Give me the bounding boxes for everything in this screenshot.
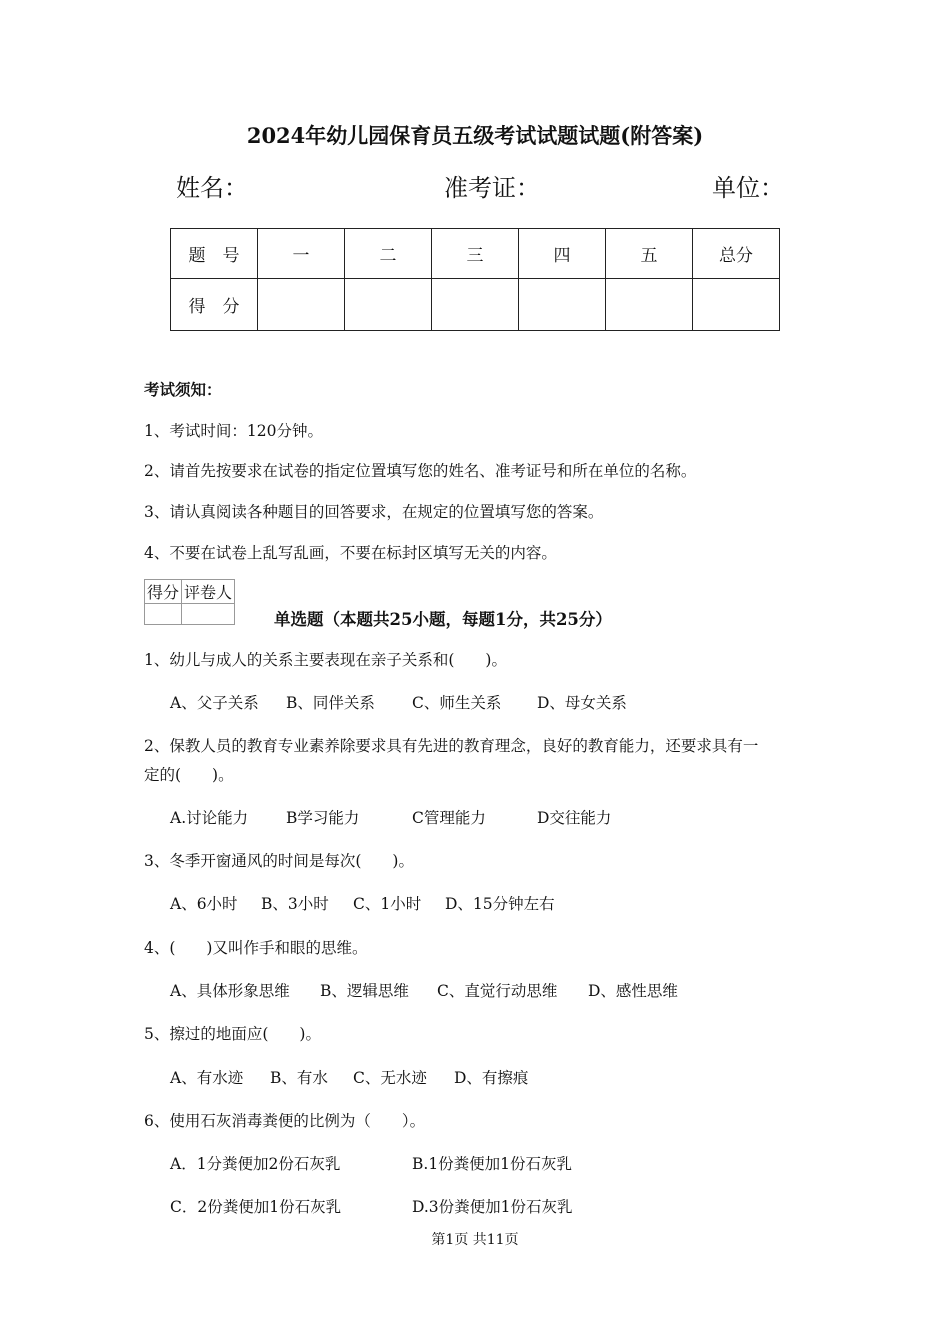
score-cell-4 [519, 279, 606, 331]
q6-option-b: B.1份粪便加1份石灰乳 [412, 1155, 573, 1173]
question-1: 1、幼儿与成人的关系主要表现在亲子关系和( )。 [144, 651, 507, 669]
unit-label: 单位： [712, 174, 784, 202]
page-title: 2024年幼儿园保育员五级考试试题试题(附答案) [246, 123, 704, 148]
q5-option-c: C、无水迹 [353, 1069, 427, 1087]
notice-item: 2、请首先按要求在试卷的指定位置填写您的姓名、准考证号和所在单位的名称。 [144, 462, 697, 480]
question-5: 5、擦过的地面应( )。 [144, 1025, 321, 1043]
q2-option-b: B学习能力 [286, 809, 360, 827]
q6-option-d: D.3份粪便加1份石灰乳 [412, 1198, 573, 1216]
q4-option-b: B、逻辑思维 [320, 982, 409, 1000]
q2-option-a: A.讨论能力 [170, 809, 249, 827]
question-2-line2: 定的( )。 [144, 766, 234, 784]
question-3: 3、冬季开窗通风的时间是每次( )。 [144, 852, 414, 870]
notice-item: 1、考试时间：120分钟。 [144, 422, 323, 440]
score-cell-3 [432, 279, 519, 331]
q1-option-c: C、师生关系 [412, 694, 502, 712]
question-4: 4、( )又叫作手和眼的思维。 [144, 939, 368, 957]
q3-option-a: A、6小时 [170, 895, 238, 913]
score-row-label: 得 分 [171, 279, 258, 331]
q3-option-d: D、15分钟左右 [445, 895, 555, 913]
q4-option-a: A、具体形象思维 [170, 982, 290, 1000]
q6-option-c: C．2份粪便加1份石灰乳 [170, 1198, 342, 1216]
page-footer: 第1页 共11页 [431, 1232, 519, 1248]
q6-option-a: A．1分粪便加2份石灰乳 [170, 1155, 341, 1173]
q5-option-d: D、有擦痕 [454, 1069, 529, 1087]
q3-option-b: B、3小时 [261, 895, 329, 913]
score-header-1: 一 [258, 229, 345, 279]
q4-option-c: C、直觉行动思维 [437, 982, 558, 1000]
grader-score-label: 得分 [145, 580, 182, 604]
notice-heading: 考试须知： [144, 380, 222, 399]
section-title: 单选题（本题共25小题，每题1分，共25分） [274, 610, 612, 629]
q4-option-d: D、感性思维 [588, 982, 678, 1000]
score-header-2: 二 [345, 229, 432, 279]
score-cell-5 [606, 279, 693, 331]
score-header-4: 四 [519, 229, 606, 279]
grader-table [144, 579, 235, 625]
score-header-5: 五 [606, 229, 693, 279]
score-cell-2 [345, 279, 432, 331]
grader-label: 评卷人 [182, 580, 235, 604]
exam-number-label: 准考证： [444, 174, 540, 202]
notice-item: 4、不要在试卷上乱写乱画，不要在标封区填写无关的内容。 [144, 544, 557, 562]
score-table [170, 228, 780, 331]
question-2-line1: 2、保教人员的教育专业素养除要求具有先进的教育理念，良好的教育能力，还要求具有一 [144, 737, 759, 755]
q1-option-a: A、父子关系 [170, 694, 259, 712]
score-header-label: 题 号 [171, 229, 258, 279]
q5-option-b: B、有水 [270, 1069, 328, 1087]
score-cell-total [693, 279, 780, 331]
q3-option-c: C、1小时 [353, 895, 422, 913]
q1-option-d: D、母女关系 [537, 694, 627, 712]
q1-option-b: B、同伴关系 [286, 694, 375, 712]
score-cell-1 [258, 279, 345, 331]
q2-option-c: C管理能力 [412, 809, 486, 827]
grader-score-cell [145, 604, 182, 625]
name-label: 姓名： [176, 174, 248, 202]
notice-item: 3、请认真阅读各种题目的回答要求，在规定的位置填写您的答案。 [144, 503, 604, 521]
score-header-3: 三 [432, 229, 519, 279]
q5-option-a: A、有水迹 [170, 1069, 244, 1087]
question-6: 6、使用石灰消毒粪便的比例为（ ）。 [144, 1112, 426, 1130]
q2-option-d: D交往能力 [537, 809, 612, 827]
grader-cell [182, 604, 235, 625]
score-header-total: 总分 [693, 229, 780, 279]
